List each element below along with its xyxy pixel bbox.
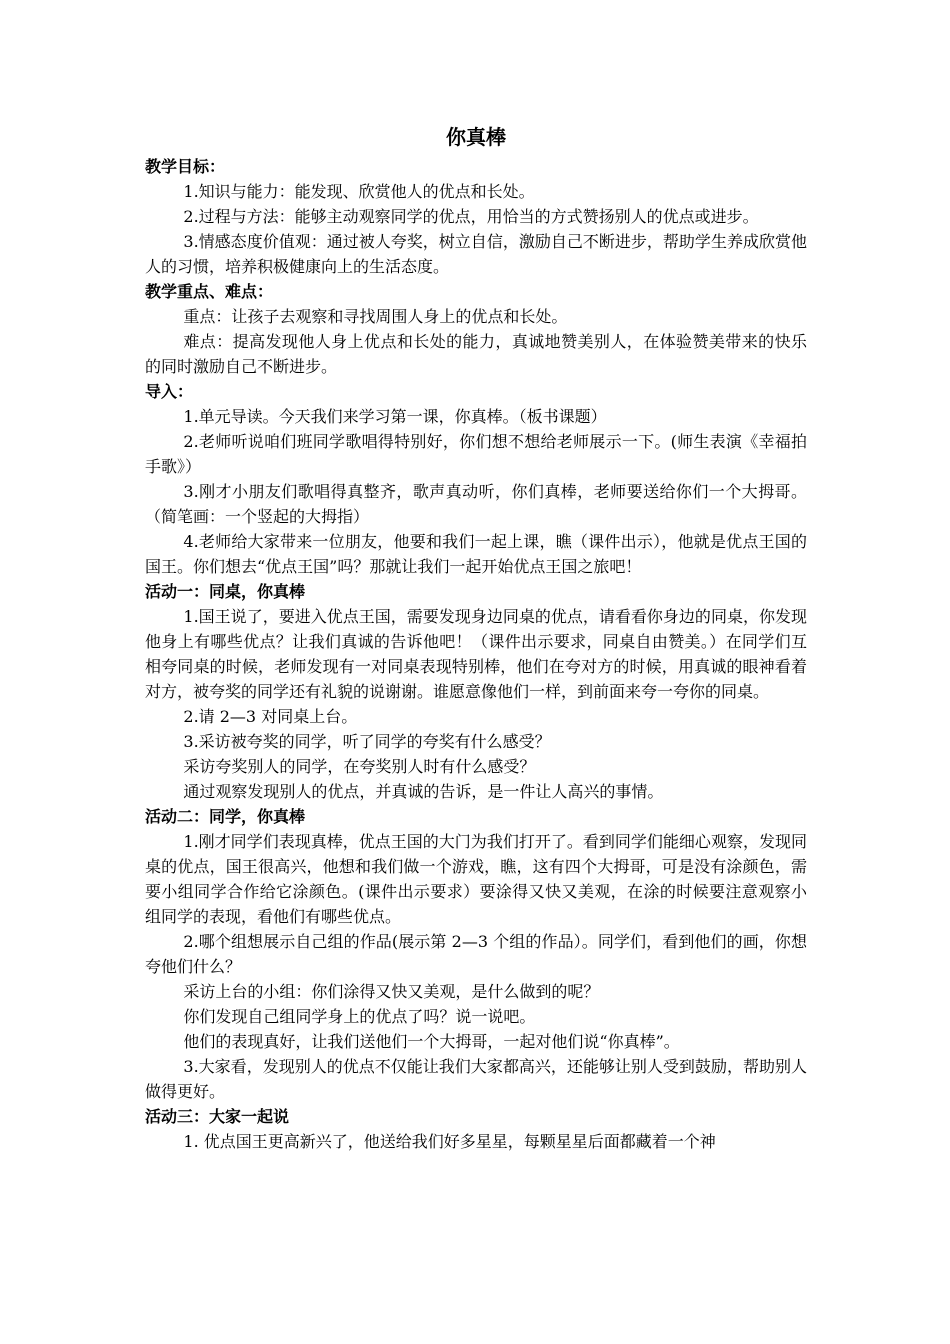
paragraph: 3.刚才小朋友们歌唱得真整齐，歌声真动听，你们真棒，老师要送给你们一个大拇哥。（简笔画：一个竖起的大拇指） (145, 482, 807, 526)
paragraph: 3.大家看，发现别人的优点不仅能让我们大家都高兴，还能够让别人受到鼓励，帮助别人做得更好。 (145, 1057, 807, 1101)
paragraph: 重点：让孩子去观察和寻找周围人身上的优点和长处。 (183, 307, 568, 326)
paragraph: 难点：提高发现他人身上优点和长处的能力，真诚地赞美别人，在体验赞美带来的快乐的同时激励自己不断进步。 (145, 332, 807, 376)
paragraph: 1.刚才同学们表现真棒，优点王国的大门为我们打开了。看到同学们能细心观察，发现同桌的优点，国王很高兴，他想和我们做一个游戏，瞧，这有四个大拇哥，可是没有涂颜色，需要小组同学合作给它涂颜色。(课件出示要求）要涂得又快又美观，在涂的时候要注意观察小组同学的表现，看他们有哪些优点。 (145, 832, 807, 926)
section-heading: 教学重点、难点： (145, 282, 274, 301)
paragraph: 1.国王说了，要进入优点王国，需要发现身边同桌的优点，请看看你身边的同桌，你发现他身上有哪些优点？让我们真诚的告诉他吧！（课件出示要求，同桌自由赞美。）在同学们互相夸同桌的时候，老师发现有一对同桌表现特别棒，他们在夸对方的时候，用真诚的眼神看着对方，被夸奖的同学还有礼貌的说谢谢。谁愿意像他们一样，到前面来夸一夸你的同桌。 (145, 607, 807, 701)
section-key-points (145, 279, 807, 379)
section-heading: 活动三：大家一起说 (145, 1107, 290, 1126)
section-activity-two (145, 804, 807, 1104)
paragraph: 你们发现自己组同学身上的优点了吗？说一说吧。 (183, 1007, 536, 1026)
paragraph: 1. 优点国王更高新兴了，他送给我们好多星星，每颗星星后面都藏着一个神 (183, 1132, 716, 1151)
section-teaching-goals (145, 154, 807, 279)
section-heading: 导入： (145, 382, 194, 401)
paragraph: 2.哪个组想展示自己组的作品(展示第 2—3 个组的作品）。同学们，看到他们的画，你想夸他们什么？ (145, 932, 807, 976)
paragraph: 采访上台的小组：你们涂得又快又美观，是什么做到的呢？ (183, 982, 600, 1001)
section-activity-three (145, 1104, 807, 1154)
paragraph: 2.老师听说咱们班同学歌唱得特别好，你们想不想给老师展示一下。(师生表演《幸福拍手歌》） (145, 432, 807, 476)
paragraph: 他们的表现真好，让我们送他们一个大拇哥，一起对他们说“你真棒”。 (183, 1032, 680, 1051)
section-heading: 教学目标： (145, 157, 226, 176)
paragraph: 2.过程与方法：能够主动观察同学的优点，用恰当的方式赞扬别人的优点或进步。 (183, 207, 759, 226)
document-page (145, 120, 807, 1154)
section-heading: 活动二：同学，你真棒 (145, 807, 306, 826)
paragraph: 1.知识与能力：能发现、欣赏他人的优点和长处。 (183, 182, 535, 201)
document-title: 你真棒 (446, 125, 506, 149)
paragraph: 通过观察发现别人的优点，并真诚的告诉，是一件让人高兴的事情。 (183, 782, 664, 801)
paragraph: 1.单元导读。今天我们来学习第一课，你真棒。（板书课题） (183, 407, 607, 426)
paragraph: 3.采访被夸奖的同学，听了同学的夸奖有什么感受？ (183, 732, 551, 751)
section-introduction (145, 379, 807, 579)
section-heading: 活动一：同桌，你真棒 (145, 582, 306, 601)
paragraph: 采访夸奖别人的同学，在夸奖别人时有什么感受？ (183, 757, 536, 776)
paragraph: 3.情感态度价值观：通过被人夸奖，树立自信，激励自己不断进步，帮助学生养成欣赏他人的习惯，培养积极健康向上的生活态度。 (145, 232, 807, 276)
paragraph: 2.请 2—3 对同桌上台。 (183, 707, 358, 726)
paragraph: 4.老师给大家带来一位朋友，他要和我们一起上课，瞧（课件出示），他就是优点王国的国王。你们想去“优点王国”吗？那就让我们一起开始优点王国之旅吧！ (145, 532, 807, 576)
section-activity-one (145, 579, 807, 804)
